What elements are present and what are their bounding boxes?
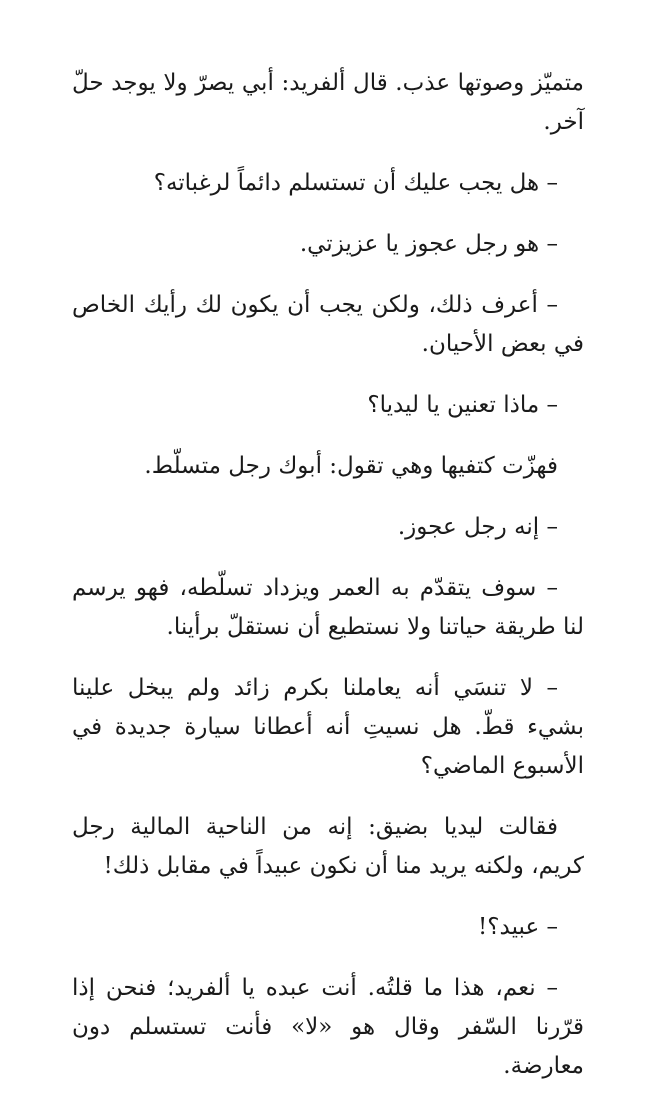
dialogue-line: – نعم، هذا ما قلتُه. أنت عبده يا ألفريد؛ فنحن إذا قرّرنا السّفر وقال هو «لا» فأنت تستسلم دون معارضة. xyxy=(72,975,584,1079)
dialogue-line: – إنه رجل عجوز. xyxy=(397,514,558,540)
dialogue-line: – عبيد؟! xyxy=(478,914,558,940)
book-page xyxy=(72,64,584,1108)
dialogue-line: – لا تنسَي أنه يعاملنا بكرم زائد ولم يبخل علينا بشيء قطّ. هل نسيتِ أنه أعطانا سيارة جديدة في الأسبوع الماضي؟ xyxy=(72,675,584,779)
dialogue-line: – سوف يتقدّم به العمر ويزداد تسلّطه، فهو يرسم لنا طريقة حياتنا ولا نستطيع أن نستقلّ برأينا. xyxy=(72,575,584,640)
dialogue-line: – هل يجب عليك أن تستسلم دائماً لرغباته؟ xyxy=(153,170,558,196)
dialogue-line: – أعرف ذلك، ولكن يجب أن يكون لك رأيك الخاص في بعض الأحيان. xyxy=(72,292,584,357)
narration-paragraph: فهزّت كتفيها وهي تقول: أبوك رجل متسلّط. xyxy=(144,453,558,479)
dialogue-line: – ماذا تعنين يا ليديا؟ xyxy=(367,392,558,418)
dialogue-line: – هو رجل عجوز يا عزيزتي. xyxy=(299,231,558,257)
paragraph-continued: متميّز وصوتها عذب. قال ألفريد: أبي يصرّ ولا يوجد حلّ آخر. xyxy=(72,70,584,135)
narration-paragraph: فقالت ليديا بضيق: إنه من الناحية المالية رجل كريم، ولكنه يريد منا أن نكون عبيداً في مقابل ذلك! xyxy=(72,814,584,879)
